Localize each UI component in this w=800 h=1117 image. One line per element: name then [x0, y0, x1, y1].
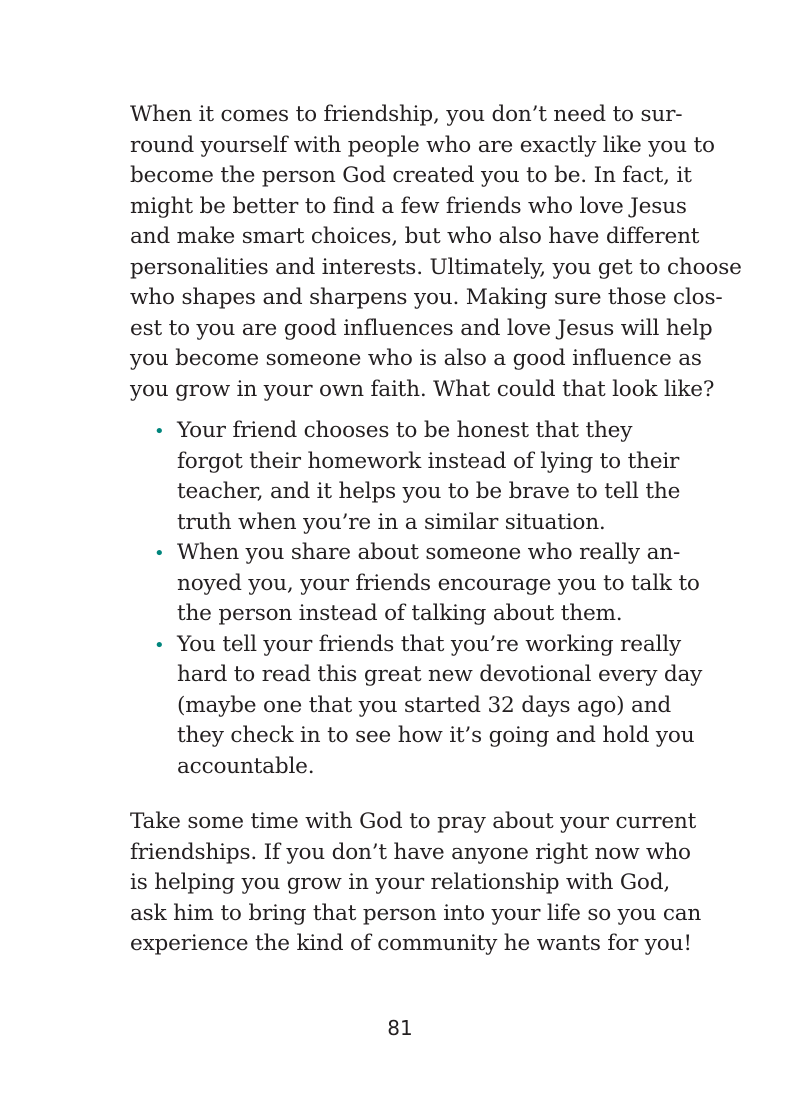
- bullet-line: When you share about someone who really an-: [177, 540, 681, 565]
- bullet-line: noyed you, your friends encourage you to talk to: [177, 570, 700, 596]
- paragraph-line: who shapes and sharpens you. Making sure those clos-: [130, 285, 723, 310]
- paragraph-line: become the person God created you to be. In fact, it: [130, 163, 692, 188]
- bullet-line: You tell your friends that you’re working really: [177, 631, 681, 657]
- paragraph-line: est to you are good influences and love Jesus will help: [130, 315, 713, 341]
- paragraph-line: personalities and interests. Ultimately, you get to choose: [130, 254, 742, 280]
- bullet-dot-icon: •: [154, 421, 165, 442]
- example-bullet-list: [154, 416, 703, 782]
- bullet-line: forgot their homework instead of lying to their: [177, 448, 680, 474]
- bullet-line: (maybe one that you started 32 days ago) and: [177, 692, 672, 718]
- bullet-dot-icon: •: [154, 634, 165, 656]
- bullet-item-honesty: [154, 416, 681, 538]
- bullet-item-accountability: [154, 630, 703, 783]
- paragraph-line: round yourself with people who are exactly like you to: [130, 132, 715, 158]
- paragraph-line: you grow in your own faith. What could that look like?: [130, 376, 715, 402]
- bullet-line: hard to read this great new devotional every day: [177, 662, 703, 687]
- bullet-dot-icon: •: [154, 543, 165, 564]
- bullet-item-encourage: [154, 538, 700, 630]
- paragraph-line: Take some time with God to pray about your current: [130, 809, 697, 834]
- paragraph-line: When it comes to friendship, you don’t need to sur-: [130, 102, 683, 127]
- paragraph-line: might be better to find a few friends who love Jesus: [130, 193, 687, 219]
- paragraph-line: friendships. If you don’t have anyone right now who: [130, 839, 691, 865]
- bullet-line: they check in to see how it’s going and hold you: [177, 723, 695, 748]
- bullet-line: teacher, and it helps you to be brave to tell the: [177, 479, 681, 504]
- bullet-line: Your friend chooses to be honest that they: [177, 418, 633, 443]
- closing-paragraph: [130, 807, 702, 960]
- intro-paragraph: [130, 100, 742, 405]
- paragraph-line: and make smart choices, but who also have different: [130, 224, 700, 249]
- paragraph-line: you become someone who is also a good influence as: [130, 346, 702, 371]
- paragraph-line: ask him to bring that person into your life so you can: [130, 900, 702, 926]
- paragraph-line: experience the kind of community he wants for you!: [130, 931, 692, 956]
- bullet-line: truth when you’re in a similar situation.: [177, 509, 606, 535]
- paragraph-line: is helping you grow in your relationship with God,: [130, 870, 670, 895]
- page-number: 81: [387, 1016, 413, 1040]
- bullet-line: accountable.: [177, 753, 315, 779]
- bullet-line: the person instead of talking about them.: [177, 601, 623, 626]
